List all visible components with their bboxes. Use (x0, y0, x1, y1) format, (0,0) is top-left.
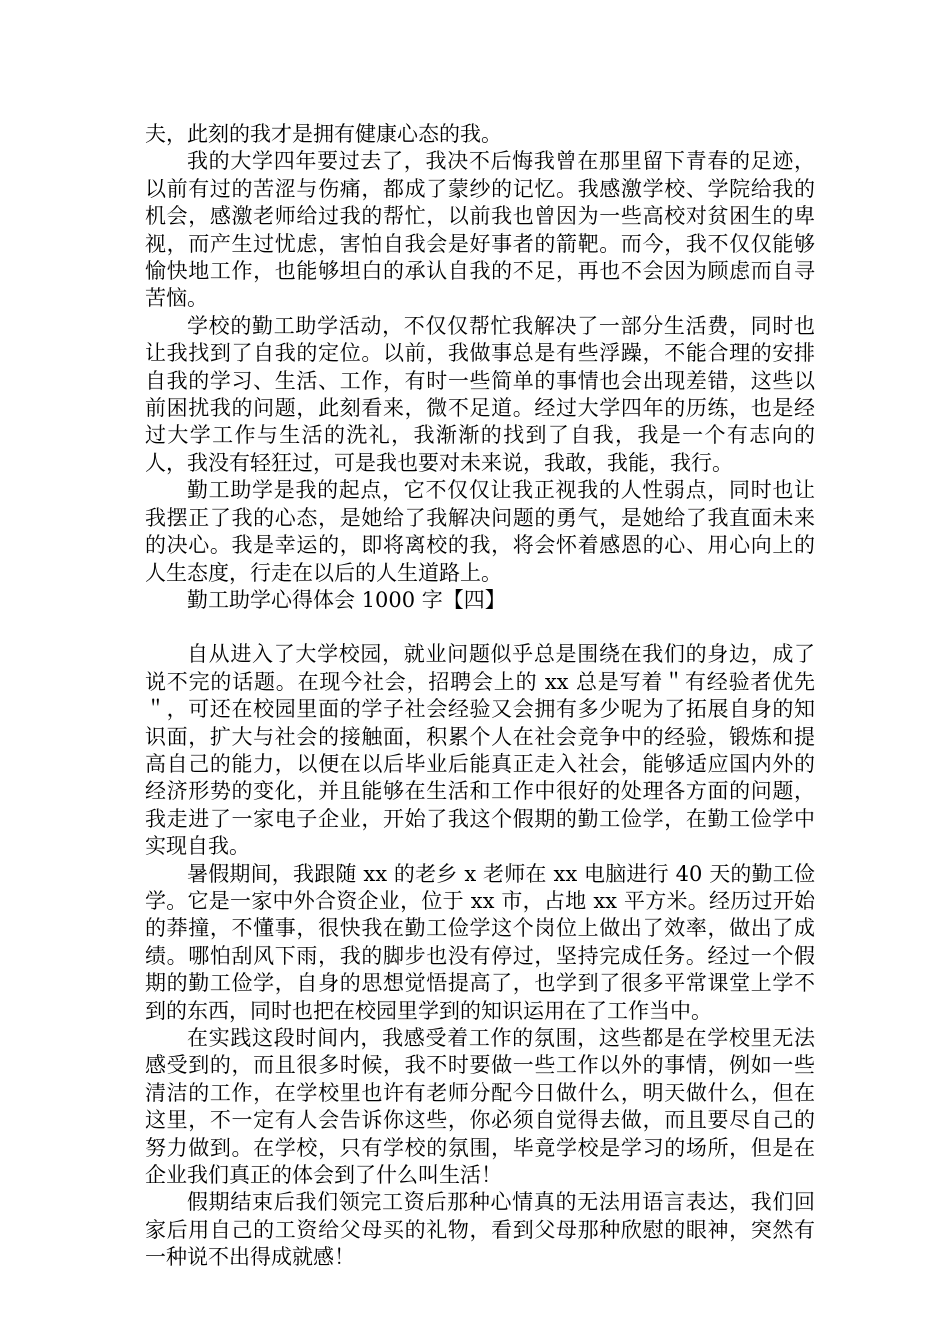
paragraph-continuation: 夫，此刻的我才是拥有健康心态的我。 (145, 122, 502, 146)
blank-line (145, 614, 815, 641)
document-page (145, 121, 815, 1272)
paragraph: 在实践这段时间内，我感受着工作的氛围，这些都是在学校里无法感受到的，而且很多时候，我不时要做一些工作以外的事情，例如一些清洁的工作，在学校里也许有老师分配今日做什么，明天做什么，但在这里，不一定有人会告诉你这些，你必须自觉得去做，而且要尽自己的努力做到。在学校，只有学校的氛围，毕竟学校是学习的场所，但是在企业我们真正的体会到了什么叫生活！ (145, 1026, 815, 1188)
paragraph: 假期结束后我们领完工资后那种心情真的无法用语言表达，我们回家后用自己的工资给父母买的礼物，看到父母那种欣慰的眼神，突然有一种说不出得成就感！ (145, 1190, 815, 1270)
paragraph: 自从进入了大学校园，就业问题似乎总是围绕在我们的身边，成了说不完的话题。在现今社会，招聘会上的 xx 总是写着＂有经验者优先＂，可还在校园里面的学子社会经验又会拥有多少呢为了拓展自身的知识面，扩大与社会的接触面，积累个人在社会竞争中的经验，锻炼和提高自己的能力，以便在以后毕业后能真正走入社会，能够适应国内外的经济形势的变化，并且能够在生活和工作中很好的处理各方面的问题，我走进了一家电子企业，开始了我这个假期的勤工俭学，在勤工俭学中实现自我。 (145, 642, 815, 859)
paragraph: 暑假期间，我跟随 xx 的老乡 x 老师在 xx 电脑进行 40 天的勤工俭学。它是一家中外合资企业，位于 xx 市，占地 xx 平方米。经历过开始的莽撞，不懂事，很快我在勤工俭学这个岗位上做出了效率，做出了成绩。哪怕刮风下雨，我的脚步也没有停过，坚持完成任务。经过一个假期的勤工俭学，自身的思想觉悟提高了，也学到了很多平常课堂上学不到的东西，同时也把在校园里学到的知识运用在了工作当中。 (145, 861, 815, 1023)
paragraph: 学校的勤工助学活动，不仅仅帮忙我解决了一部分生活费，同时也让我找到了自我的定位。以前，我做事总是有些浮躁，不能合理的安排自我的学习、生活、工作，有时一些简单的事情也会出现差错，这些以前困扰我的问题，此刻看来，微不足道。经过大学四年的历练，也是经过大学工作与生活的洗礼，我渐渐的找到了自我，我是一个有志向的人，我没有轻狂过，可是我也要对未来说，我敢，我能，我行。 (145, 313, 815, 475)
section-heading: 勤工助学心得体会 1000 字【四】 (187, 587, 506, 612)
paragraph: 勤工助学是我的起点，它不仅仅让我正视我的人性弱点，同时也让我摆正了我的心态，是她给了我解决问题的勇气，是她给了我直面未来的决心。我是幸运的，即将离校的我，将会怀着感恩的心、用心向上的人生态度，行走在以后的人生道路上。 (145, 478, 815, 585)
paragraph: 我的大学四年要过去了，我决不后悔我曾在那里留下青春的足迹，以前有过的苦涩与伤痛，都成了蒙纱的记忆。我感激学校、学院给我的机会，感激老师给过我的帮忙，以前我也曾因为一些高校对贫困生的卑视，而产生过忧虑，害怕自我会是好事者的箭靶。而今，我不仅仅能够愉快地工作，也能够坦白的承认自我的不足，再也不会因为顾虑而自寻苦恼。 (145, 149, 815, 311)
